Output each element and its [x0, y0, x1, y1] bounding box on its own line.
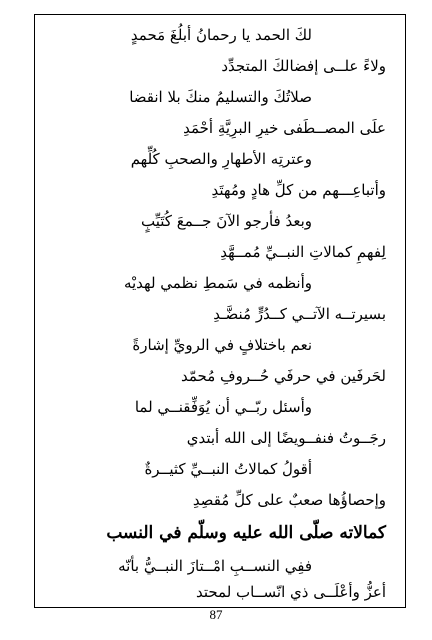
page-number: 87 [209, 607, 223, 622]
poem-line-14: رجَــوتُ فنفــويضًا إلى الله أبتدي [186, 429, 386, 447]
poem-line-10: بسيرتــه الآتــي كــدُرٍّ مُنضَّـدِ [213, 305, 386, 323]
poem-line-6: وأتباعِـــهم من كلِّ هادٍ ومُهتَدِ [211, 181, 386, 199]
poem-line-13: وأسئل ربّــي أن يُوَفِّقنــي لما [134, 398, 312, 416]
poem-line-8: لِفهمِ كمالاتِ النبــيِّ مُمــهَّدِ [220, 243, 386, 261]
poem-line-11: نعم باختلافٍ في الرويِّ إشارةً [132, 336, 312, 354]
poem-line-5: وعترتِه الأطهارِ والصحبِ كُلِّهم [130, 150, 312, 168]
poem-line-4: علَى المصــطَفى خيرِ البرِيَّةِ أحْمَدِ [183, 119, 386, 137]
poem-line-1: لكَ الحمد يا رحمانُ أبلُغَ مَحمدٍ [130, 26, 312, 44]
section-line-2: أعزُّ وأعْلَــى ذي انّســاب لمحتد [195, 583, 386, 601]
poem-line-7: وبعدُ فأرجو الآنَ جــمعَ كُتَيِّبٍ [141, 212, 312, 230]
poem-line-12: لحَرفَين في حرفَي حُــروفِ مُحمّد [180, 367, 386, 385]
poem-line-9: وأنظمه في سَمطِ نظمي لهديْه [123, 274, 312, 292]
section-heading: كمالاته صلّى الله عليه وسلّم في النسب [106, 523, 386, 543]
poem-line-3: صلاتُكَ والتسليمُ منكَ بلا انقضا [129, 88, 312, 106]
poem-line-16: وإحصاؤُها صعبٌ على كلِّ مُقصِدِ [192, 491, 386, 509]
poem-line-15: أقولُ كمالاتُ النبــيِّ كثيــرةٌ [144, 460, 312, 478]
poem-line-2: ولاءً علــى إفضالكَ المتجدِّد [221, 57, 386, 75]
section-line-1: ففِي النســبِ امْــتازَ النبــيُّ بأنّه [118, 557, 312, 575]
